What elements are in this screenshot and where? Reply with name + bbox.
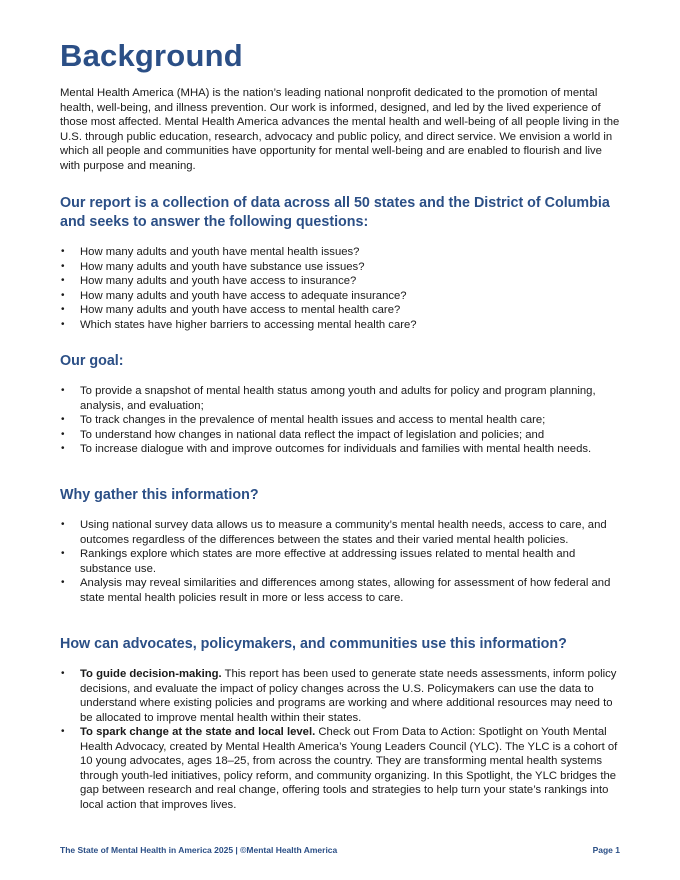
page-title: Background	[60, 38, 243, 73]
list-item: • Rankings explore which states are more effective at addressing issues related to mental health and substance use.	[60, 547, 622, 576]
page-number: Page 1	[592, 845, 620, 855]
intro-paragraph: Mental Health America (MHA) is the nation’s leading national nonprofit dedicated to the promotion of mental health, well-being, and illness prevention. Our work is informed, designed, and led by the lived experience of those most affected. Mental Health America advances the mental health and well-being of all people living in the U.S. through public education, research, advocacy and public policy, and direct service. We envision a world in which all people and communities have opportunity for mental well-being and are enabled to flourish and live with purpose and meaning.	[60, 87, 620, 172]
list-item-lead: To guide decision-making.	[80, 668, 222, 680]
list-item	[60, 667, 622, 725]
list-item: • How many adults and youth have mental health issues?	[60, 245, 622, 260]
list-item: • Analysis may reveal similarities and differences among states, allowing for assessment of how federal and state mental health policies result in more or less access to care.	[60, 576, 622, 605]
goal-heading: Our goal:	[60, 353, 124, 369]
goal-list	[60, 384, 622, 457]
list-item: • To track changes in the prevalence of mental health issues and access to mental health care;	[60, 413, 622, 428]
footer-title: The State of Mental Health in America 2025 | ©Mental Health America	[60, 845, 338, 855]
list-item: • How many adults and youth have substance use issues?	[60, 260, 622, 275]
list-item: • Using national survey data allows us to measure a community’s mental health needs, access to care, and outcomes regardless of the differences between the states and their varied mental health policies.	[60, 518, 622, 547]
list-item: • How many adults and youth have access to mental health care?	[60, 303, 622, 318]
list-item: • To increase dialogue with and improve outcomes for individuals and families with mental health needs.	[60, 442, 622, 457]
use-heading: How can advocates, policymakers, and communities use this information?	[60, 636, 567, 652]
list-item-text: This report has been used to generate state needs assessments, inform policy decisions, and evaluate the impact of policy changes across the U.S. Policymakers can use the data to understand where existing policies and programs are working and where additional resources may need to be allocated to improve mental health within their states.	[80, 668, 617, 724]
list-item	[60, 725, 622, 812]
questions-heading: Our report is a collection of data across all 50 states and the District of Columbia and seeks to answer the following questions:	[60, 195, 610, 230]
list-item: • To understand how changes in national data reflect the impact of legislation and policies; and	[60, 428, 622, 443]
list-item: • Which states have higher barriers to accessing mental health care?	[60, 318, 622, 333]
why-heading: Why gather this information?	[60, 487, 259, 503]
list-item: • To provide a snapshot of mental health status among youth and adults for policy and program planning, analysis, and evaluation;	[60, 384, 622, 413]
why-list	[60, 518, 622, 605]
use-list	[60, 667, 622, 812]
list-item: • How many adults and youth have access to adequate insurance?	[60, 289, 622, 304]
questions-list	[60, 245, 622, 332]
list-item-text: Check out From Data to Action: Spotlight on Youth Mental Health Advocacy, created by Mental Health America’s Young Leaders Council (YLC). The YLC is a cohort of 10 young advocates, ages 18–25, from across the country. They are transforming mental health systems through youth-led initiatives, policy reform, and community organizing. In this Spotlight, the YLC bridges the gap between research and real change, offering tools and strategies to help turn your state’s rankings into local action that improves lives.	[80, 726, 618, 811]
list-item: • How many adults and youth have access to insurance?	[60, 274, 622, 289]
list-item-lead: To spark change at the state and local level.	[80, 726, 316, 738]
